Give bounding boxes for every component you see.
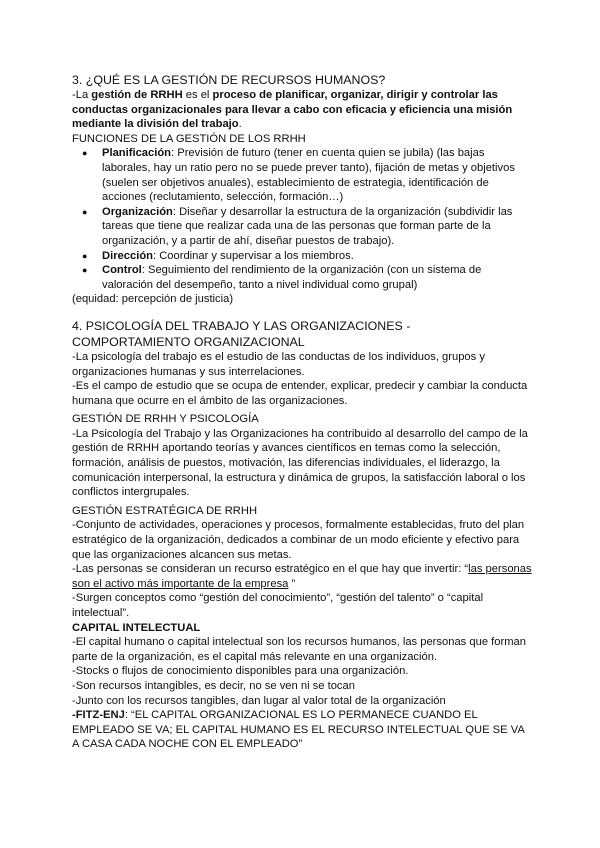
strategic-hr-paragraph-2 [72,562,532,591]
hr-management-definition [72,88,532,132]
definition-term: gestión de RRHH [91,89,183,101]
strategic-hr-paragraph-3: -Surgen conceptos como “gestión del conocimiento”, “gestión del talento” o “capital intelectual”. [72,592,484,619]
section-4-title: 4. PSICOLOGÍA DEL TRABAJO Y LAS ORGANIZACIONES - COMPORTAMIENTO ORGANIZACIONAL [72,318,411,349]
bullet-icon: ● [82,265,88,276]
function-term: Planificación [102,147,172,160]
section-4-paragraph-2: -Es el campo de estudio que se ocupa de entender, explicar, predecir y cambiar la conducta humana que ocurre en el ámbito de las organizaciones. [72,380,528,407]
definition-mid: es el [182,89,213,101]
equity-note: (equidad: percepción de justicia) [72,293,234,306]
strategic-hr-p2-underlined: las personas son el activo más importante de la empresa [72,563,532,590]
subsection-hr-psychology-paragraph: -La Psicología del Trabajo y las Organizaciones ha contribuido al desarrollo del campo de la gestión de RRHH aportando teorías y avances científicos en temas como la selección, formación, análisis de puestos, motivación, las diferencias individuales, el liderazgo, la comunicación interpersonal, la estructura y dinámica de grupos, la satisfacción laboral o los conflictos intergrupales. [72,427,528,499]
quote-author: -FITZ-ENJ [72,709,125,722]
function-term: Control [102,264,142,277]
bullet-icon: ● [82,250,88,261]
strategic-hr-paragraph-1: -Conjunto de actividades, operaciones y procesos, formalmente establecidas, fruto del plan estratégico de la organización, dedicados a combinar de un modo eficiente y efectivo para que las organizaciones alcancen sus metas. [72,519,525,561]
capital-paragraph-4: -Junto con los recursos tangibles, dan lugar al valor total de la organización [72,694,446,707]
bullet-icon: ● [82,148,88,159]
list-item [82,146,532,204]
function-text: : Previsión de futuro (tener en cuenta quien se jubila) (las bajas laborales, hay un ratio pero no se puede prever tanto), fijación de metas y objetivos (suelen ser objetivos anuales), establecimiento de estrategia, identificación de acciones (reclutamiento, selección, formación…) [102,147,515,204]
function-text: : Coordinar y supervisar a los miembros. [152,249,354,262]
section-3-title: 3. ¿QUÉ ES LA GESTIÓN DE RECURSOS HUMANOS? [72,73,386,87]
capital-paragraph-2: -Stocks o flujos de conocimiento disponibles para una organización. [72,665,409,678]
function-text: : Diseñar y desarrollar la estructura de la organización (subdividir las tareas que tiene que realizar cada una de las personas que forman parte de la organización, y a partir de ahí, diseñar puestos de trabajo). [102,205,513,247]
function-term: Organización [102,205,173,218]
functions-title: FUNCIONES DE LA GESTIÓN DE LOS RRHH [72,132,306,145]
bullet-icon: ● [82,206,88,217]
capital-intellectual-title-text: CAPITAL INTELECTUAL [72,621,201,634]
functions-list [72,146,532,292]
list-item [82,205,532,249]
capital-paragraph-1: -El capital humano o capital intelectual son los recursos humanos, las personas que forman parte de la organización, es el capital más relevante en una organización. [72,636,526,663]
definition-prefix: -La [72,89,92,101]
strategic-hr-p2-prefix: -Las personas se consideran un recurso estratégico en el que hay que invertir: “ [72,563,469,576]
capital-intellectual-title [72,621,532,636]
definition-body: proceso de planificar, organizar, dirigir y controlar las conductas organizacionales para llevar a cabo con eficacia y eficiencia una misión mediante la división del trabajo [72,89,513,131]
list-item [82,263,532,292]
document-page [72,72,532,752]
subsection-hr-psychology-title: GESTIÓN DE RRHH Y PSICOLOGÍA [72,413,259,426]
quote-text: : “EL CAPITAL ORGANIZACIONAL ES LO PERMANECE CUANDO EL EMPLEADO SE VA; EL CAPITAL HUMANO ES EL RECURSO INTELECTUAL QUE SE VA A CASA CADA NOCHE CON EL EMPLEADO” [72,709,525,751]
list-item [82,249,532,264]
subsection-strategic-hr-title: GESTIÓN ESTRATÉGICA DE RRHH [72,504,258,517]
capital-paragraph-3: -Son recursos intangibles, es decir, no se ven ni se tocan [72,679,355,692]
section-4-paragraph-1: -La psicología del trabajo es el estudio de las conductas de los individuos, grupos y organizaciones humanas y sus interrelaciones. [72,350,485,378]
fitz-enj-quote [72,708,532,752]
strategic-hr-p2-suffix: ” [288,577,296,590]
function-text: : Seguimiento del rendimiento de la organización (con un sistema de valoración del desempeño, tanto a nivel individual como grupal) [102,264,482,291]
definition-end: . [238,118,242,131]
function-term: Dirección [102,249,153,262]
